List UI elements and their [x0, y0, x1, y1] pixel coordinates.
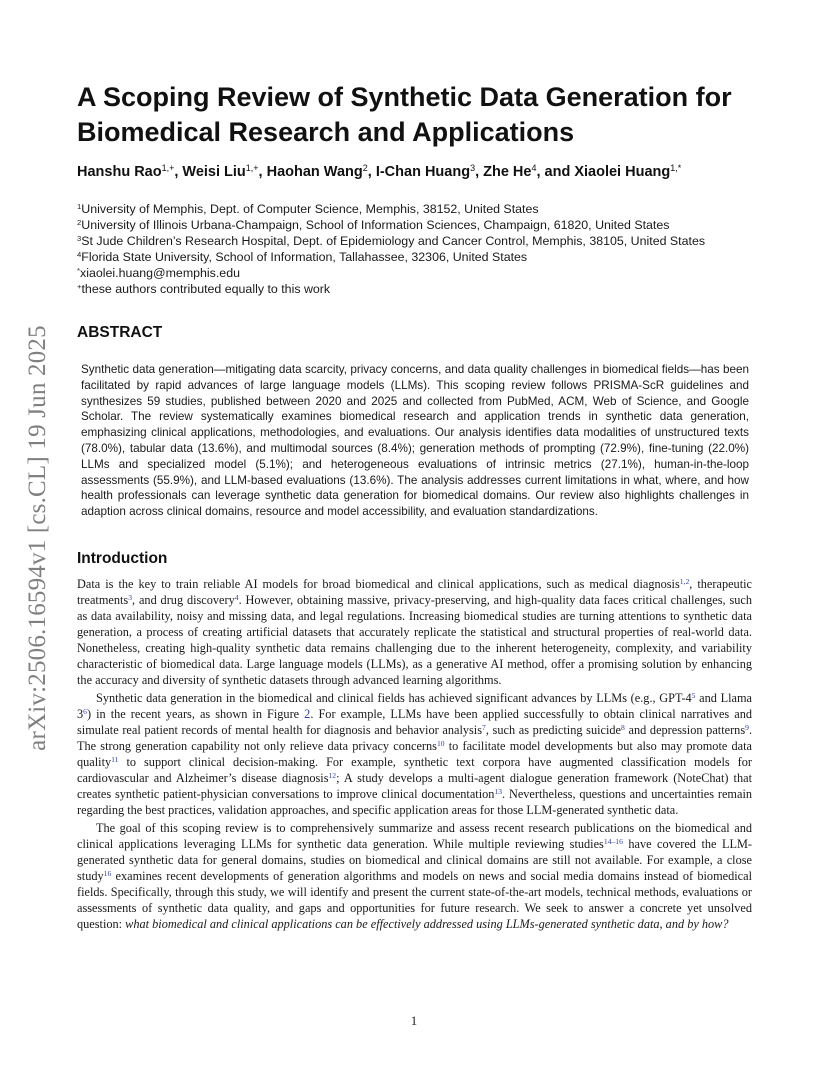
- affiliation-line: [77, 201, 797, 217]
- affiliation-line: [77, 249, 797, 265]
- contact-email[interactable]: xiaolei.huang@memphis.edu: [80, 266, 240, 280]
- author-name: Hanshu Rao: [77, 164, 162, 180]
- affiliation-line: [77, 233, 797, 249]
- paragraph-text: . Nevertheless, questions and uncertainties remain regarding the best practices, validation approaches, and specific application areas for those LLM-generated synthetic data.: [77, 787, 753, 817]
- citation-link[interactable]: 13: [494, 786, 503, 796]
- abstract-text: Synthetic data generation—mitigating data scarcity, privacy concerns, and data quality challenges in biomedical fields—has been facilitated by rapid advances of large language models (LLMs). This scoping review follows PRISMA-ScR guidelines and synthesizes 59 studies, published between 2020 and 2025 and collected from PubMed, ACM, Web of Science, and Google Scholar. The review systematically examines biomedical research and application trends in synthetic data generation, emphasizing clinical applications, methodologies, and evaluations. Our analysis identifies data modalities of unstructured texts (78.0%), tabular data (13.6%), and multimodal sources (8.4%); generation methods of prompting (72.9%), fine-tuning (22.0%) LLMs and specialized model (5.1%); and heterogeneous evaluations of intrinsic metrics (27.1%), human-in-the-loop assessments (55.9%), and LLM-based evaluations (13.6%). The analysis addresses current limitations in what, where, and how health professionals can leverage synthetic data generation for biomedical domains. Our review also highlights challenges in adaption across clinical domains, resource and model accessibility, and evaluation standardizations.: [81, 363, 749, 519]
- paragraph-text: ) in the recent years, as shown in Figure: [86, 707, 305, 721]
- paragraph-text: Data is the key to train reliable AI models for broad biomedical and clinical applications, such as medical diagnosis: [77, 577, 680, 591]
- paragraph-text: examines recent developments of generation algorithms and models on news and social media domains instead of biomedical fields. Specifically, through this study, we will identify and present the current state-of-the-art models, technical methods, evaluations or assessments of synthetic data quality, and gaps and opportunities for future research. We seek to answer a concrete yet unsolved question:: [77, 869, 752, 931]
- author-name: Haohan Wang: [266, 164, 363, 180]
- affiliation-text: St Jude Children’s Research Hospital, Dept. of Epidemiology and Cancer Control, Memphis, 38105, United States: [81, 234, 706, 248]
- paragraph-text: to facilitate model developments but also may promote data quality: [77, 739, 752, 769]
- author-affiliation-mark: 3: [470, 163, 476, 174]
- abstract-heading: ABSTRACT: [77, 324, 163, 341]
- author-separator: ,: [367, 164, 376, 180]
- paragraph-text: and depression patterns: [624, 723, 746, 737]
- affiliation-mark: *: [77, 265, 80, 275]
- paragraph-text: and Llama 3: [77, 691, 752, 721]
- author-affiliation-mark: 4: [531, 163, 537, 174]
- paper-title: A Scoping Review of Synthetic Data Generation for Biomedical Research and Applications: [77, 82, 732, 147]
- affiliation-text: University of Memphis, Dept. of Computer Science, Memphis, 38152, United States: [81, 202, 539, 216]
- affiliation-text: University of Illinois Urbana-Champaign, School of Information Sciences, Champaign, 61820, United States: [81, 218, 670, 232]
- author-name: I-Chan Huang: [375, 164, 471, 180]
- paragraph-text: , such as predicting suicide: [485, 723, 622, 737]
- paragraph-text: ; A study develops a multi-agent dialogue generation framework (NoteChat) that creates synthetic patient-physician conversations to improve clinical documentation: [77, 771, 752, 801]
- citation-link[interactable]: 1,2: [679, 576, 690, 586]
- introduction-paragraph: [77, 820, 752, 932]
- paragraph-text: . The strong generation capability not only relieve data privacy concerns: [77, 723, 753, 753]
- author-name: Xiaolei Huang: [574, 164, 671, 180]
- paragraph-text: The goal of this scoping review is to comprehensively summarize and assess recent research publications on the biomedical and clinical applications leveraging LLMs for synthetic data generation. While multiple reviewing studies: [77, 821, 752, 851]
- affiliation-text: these authors contributed equally to this work: [81, 282, 331, 296]
- affiliation-mark: +: [77, 281, 82, 291]
- citation-link[interactable]: 12: [328, 770, 337, 780]
- arxiv-sidebar: [22, 300, 54, 775]
- affiliation-mark: 2: [77, 217, 82, 227]
- author-separator: ,: [475, 164, 484, 180]
- affiliation-line[interactable]: [77, 265, 797, 281]
- affiliation-line: [77, 217, 797, 233]
- citation-link[interactable]: 3: [128, 592, 133, 602]
- paragraph-text: to support clinical decision-making. For example, synthetic text corpora have augmented classification models for cardiovascular and Alzheimer’s disease diagnosis: [77, 755, 752, 785]
- citation-link[interactable]: 8: [621, 722, 625, 732]
- citation-link[interactable]: 7: [482, 722, 486, 732]
- introduction-paragraph: [77, 576, 752, 688]
- paragraph-text: . For example, LLMs have been applied successfully to obtain clinical narratives and simulate real patient records of mental health for diagnosis and behavior analysis: [77, 707, 752, 737]
- figure-reference-link[interactable]: 2: [304, 707, 311, 721]
- citation-link[interactable]: 10: [436, 738, 445, 748]
- author-affiliation-mark: 1,+: [245, 163, 259, 174]
- introduction-paragraph: [77, 690, 752, 818]
- paragraph-text: , and drug discovery: [132, 593, 235, 607]
- arxiv-identifier[interactable]: arXiv:2506.16594v1 [cs.CL] 19 Jun 2025: [24, 324, 51, 751]
- affiliation-mark: 3: [77, 233, 82, 243]
- author-separator: , and: [536, 164, 575, 180]
- affiliation-mark: 4: [77, 249, 82, 259]
- citation-link[interactable]: 6: [83, 706, 87, 716]
- author-list: [77, 162, 797, 182]
- citation-link[interactable]: 16: [103, 868, 112, 878]
- author-affiliation-mark: 2: [362, 163, 368, 174]
- author-affiliation-mark: 1,*: [670, 163, 682, 174]
- page-number: 1: [410, 1014, 418, 1028]
- paragraph-text: , therapeutic treatments: [77, 577, 752, 607]
- citation-link[interactable]: 9: [745, 722, 749, 732]
- research-question: what biomedical and clinical applications can be effectively addressed using LLMs-generated synthetic data, and by how?: [125, 917, 729, 931]
- citation-link[interactable]: 11: [111, 754, 119, 764]
- paragraph-text: Synthetic data generation in the biomedical and clinical fields has achieved significant advances by LLMs (e.g., GPT-4: [96, 691, 692, 705]
- paragraph-text: have covered the LLM-generated synthetic data for general domains, studies on biomedical and clinical domains are still not available. For example, a close study: [77, 837, 752, 883]
- citation-link[interactable]: 14–16: [603, 836, 623, 846]
- introduction-heading: Introduction: [77, 550, 168, 567]
- affiliation-mark: 1: [77, 201, 82, 211]
- author-name: Weisi Liu: [182, 164, 246, 180]
- author-name: Zhe He: [483, 164, 532, 180]
- affiliation-line: [77, 281, 797, 297]
- author-affiliation-mark: 1,+: [161, 163, 175, 174]
- introduction-body: [77, 576, 752, 934]
- citation-link[interactable]: 5: [691, 690, 696, 700]
- citation-link[interactable]: 4: [234, 592, 239, 602]
- author-separator: ,: [258, 164, 267, 180]
- affiliation-list: [77, 201, 797, 297]
- author-separator: ,: [174, 164, 183, 180]
- paragraph-text: . However, obtaining massive, privacy-preserving, and high-quality data faces critical challenges, such as data availability, noisy and missing data, and legal regulations. Increasing biomedical studies are turning attentions to synthetic data generation, a process of creating artificial datasets that accurately replicate the statistical and structural properties of real-world data. Nonetheless, creating high-quality synthetic data remains challenging due to the inherent heterogeneity, complexity, and variability characteristic of biomedical data. Large language models (LLMs), as a generative AI method, offer a promising solution by enhancing the accuracy and diversity of synthetic datasets through advanced learning algorithms.: [77, 593, 752, 687]
- affiliation-text: Florida State University, School of Information, Tallahassee, 32306, United States: [81, 250, 528, 264]
